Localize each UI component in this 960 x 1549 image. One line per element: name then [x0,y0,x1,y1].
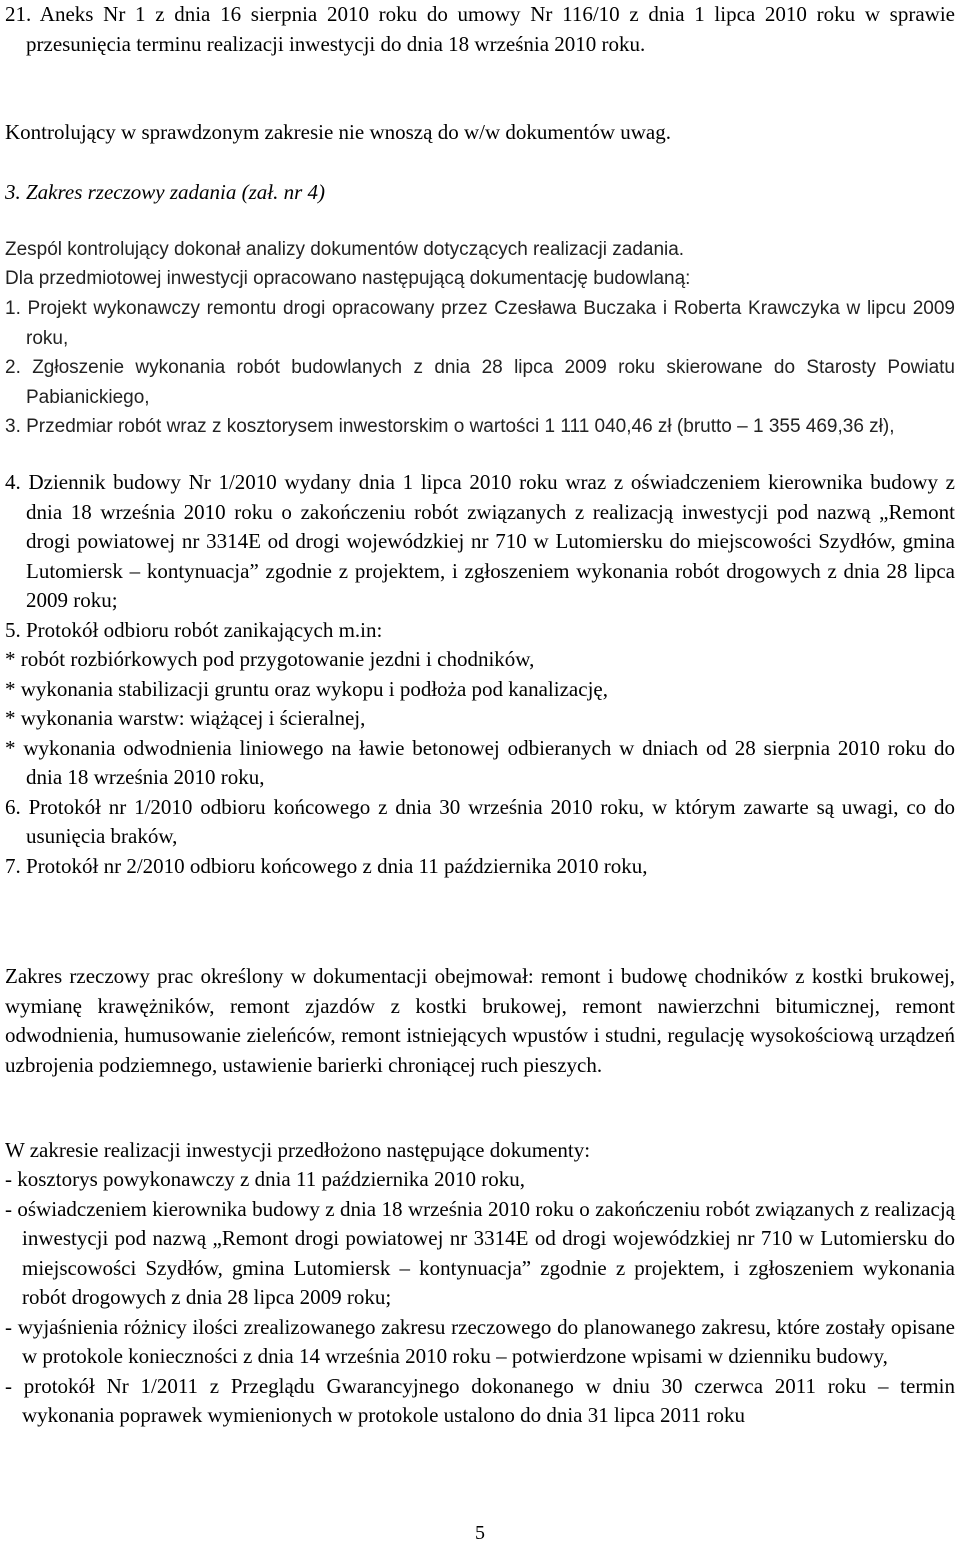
sub-item-drainage: * wykonania odwodnienia liniowego na ławie betonowej odbieranych w dniach od 28 sierpnia 2010 roku do dnia 18 września 2010 roku, [5,735,955,789]
doc-item-3: 3. Przedmiar robót wraz z kosztorysem inwestorskim o wartości 1 111 040,46 zł (brutto – 1 355 469,36 zł), [5,416,895,437]
controllers-note: Kontrolujący w sprawdzonym zakresie nie wnoszą do w/w dokumentów uwag. [5,120,672,144]
sub-item-layers: * wykonania warstw: wiążącej i ścieralnej, [5,706,366,730]
sub-item-demolition: * robót rozbiórkowych pod przygotowanie jezdni i chodników, [5,647,535,671]
scope-paragraph: Zakres rzeczowy prac określony w dokumentacji obejmował: remont i budowę chodników z kostki brukowej, wymianę krawężników, remont zjazdów z kostki brukowej, remont nawierzchni bitumicznej, remont odwodnienia, humusowanie zieleńców, remont istniejących wpustów i studni, regulację wysokościową urządzeń uzbrojenia podziemnego, ustawienie barierki chroniącej ruch pieszych. [5,964,955,1077]
section-3-intro-line2: Dla przedmiotowej inwestycji opracowano następującą dokumentację budowlaną: [5,268,691,289]
section-3-intro-line1: Zespól kontrolujący dokonał analizy dokumentów dotyczących realizacji zadania. [5,239,685,260]
submitted-docs-intro: W zakresie realizacji inwestycji przedłożono następujące dokumenty: [5,1138,591,1162]
submitted-item-explanations: - wyjaśnienia różnicy ilości zrealizowanego zakresu rzeczowego do planowanego zakresu, które zostały opisane w protokole konieczności z dnia 14 września 2010 roku – potwierdzone wpisami w dzienniku budowy, [5,1314,955,1368]
submitted-item-manager-statement: - oświadczeniem kierownika budowy z dnia 18 września 2010 roku o zakończeniu robót związanych z realizacją inwestycji pod nazwą „Remont drogi powiatowej nr 3314E od drogi wojewódzkiej nr 710 w Lutomiersku do miejscowości Szydłów, gmina Lutomiersk – kontynuacja” zgodnie z projektem, i zgłoszeniem wykonania robót drogowych z dnia 28 lipca 2009 roku; [5,1196,955,1309]
doc-item-1: 1. Projekt wykonawczy remontu drogi opracowany przez Czesława Buczaka i Roberta Krawczyka w lipcu 2009 roku, [5,298,955,349]
doc-item-2: 2. Zgłoszenie wykonania robót budowlanych z dnia 28 lipca 2009 roku skierowane do Starosty Powiatu Pabianickiego, [5,357,955,408]
doc-item-6: 6. Protokół nr 1/2010 odbioru końcowego z dnia 30 września 2010 roku, w którym zawarte są uwagi, co do usunięcia braków, [5,794,955,848]
page-number: 5 [475,1522,485,1544]
doc-item-7: 7. Protokół nr 2/2010 odbioru końcowego z dnia 11 października 2010 roku, [5,853,648,878]
section-3-heading: 3. Zakres rzeczowy zadania (zał. nr 4) [5,180,326,204]
documentation-list-part2 [5,468,955,881]
documentation-list-part1 [5,294,955,442]
submitted-item-cost-estimate: - kosztorys powykonawczy z dnia 11 października 2010 roku, [5,1167,525,1191]
item-21-text: 21. Aneks Nr 1 z dnia 16 sierpnia 2010 roku do umowy Nr 116/10 z dnia 1 lipca 2010 roku w sprawie przesunięcia terminu realizacji inwestycji do dnia 18 września 2010 roku. [5,2,955,56]
doc-item-4: 4. Dziennik budowy Nr 1/2010 wydany dnia 1 lipca 2010 roku wraz z oświadczeniem kierownika budowy z dnia 18 września 2010 roku o zakończeniu robót związanych z realizacją inwestycji pod nazwą „Remont drogi powiatowej nr 3314E od drogi wojewódzkiej nr 710 w Lutomiersku do miejscowości Szydłów, gmina Lutomiersk – kontynuacja” zgodnie z projektem, i zgłoszeniem wykonania robót drogowych z dnia 28 lipca 2009 roku; [5,470,955,612]
submitted-item-warranty-protocol: - protokół Nr 1/2011 z Przeglądu Gwarancyjnego dokonanego w dniu 30 czerwca 2011 roku – termin wykonania poprawek wymienionych w protokole ustalono do dnia 31 lipca 2011 roku [5,1373,955,1427]
submitted-docs-list [5,1165,955,1431]
sub-item-stabilization: * wykonania stabilizacji gruntu oraz wykopu i podłoża pod kanalizację, [5,676,608,701]
doc-item-5: 5. Protokół odbioru robót zanikających m.in: [5,617,383,642]
